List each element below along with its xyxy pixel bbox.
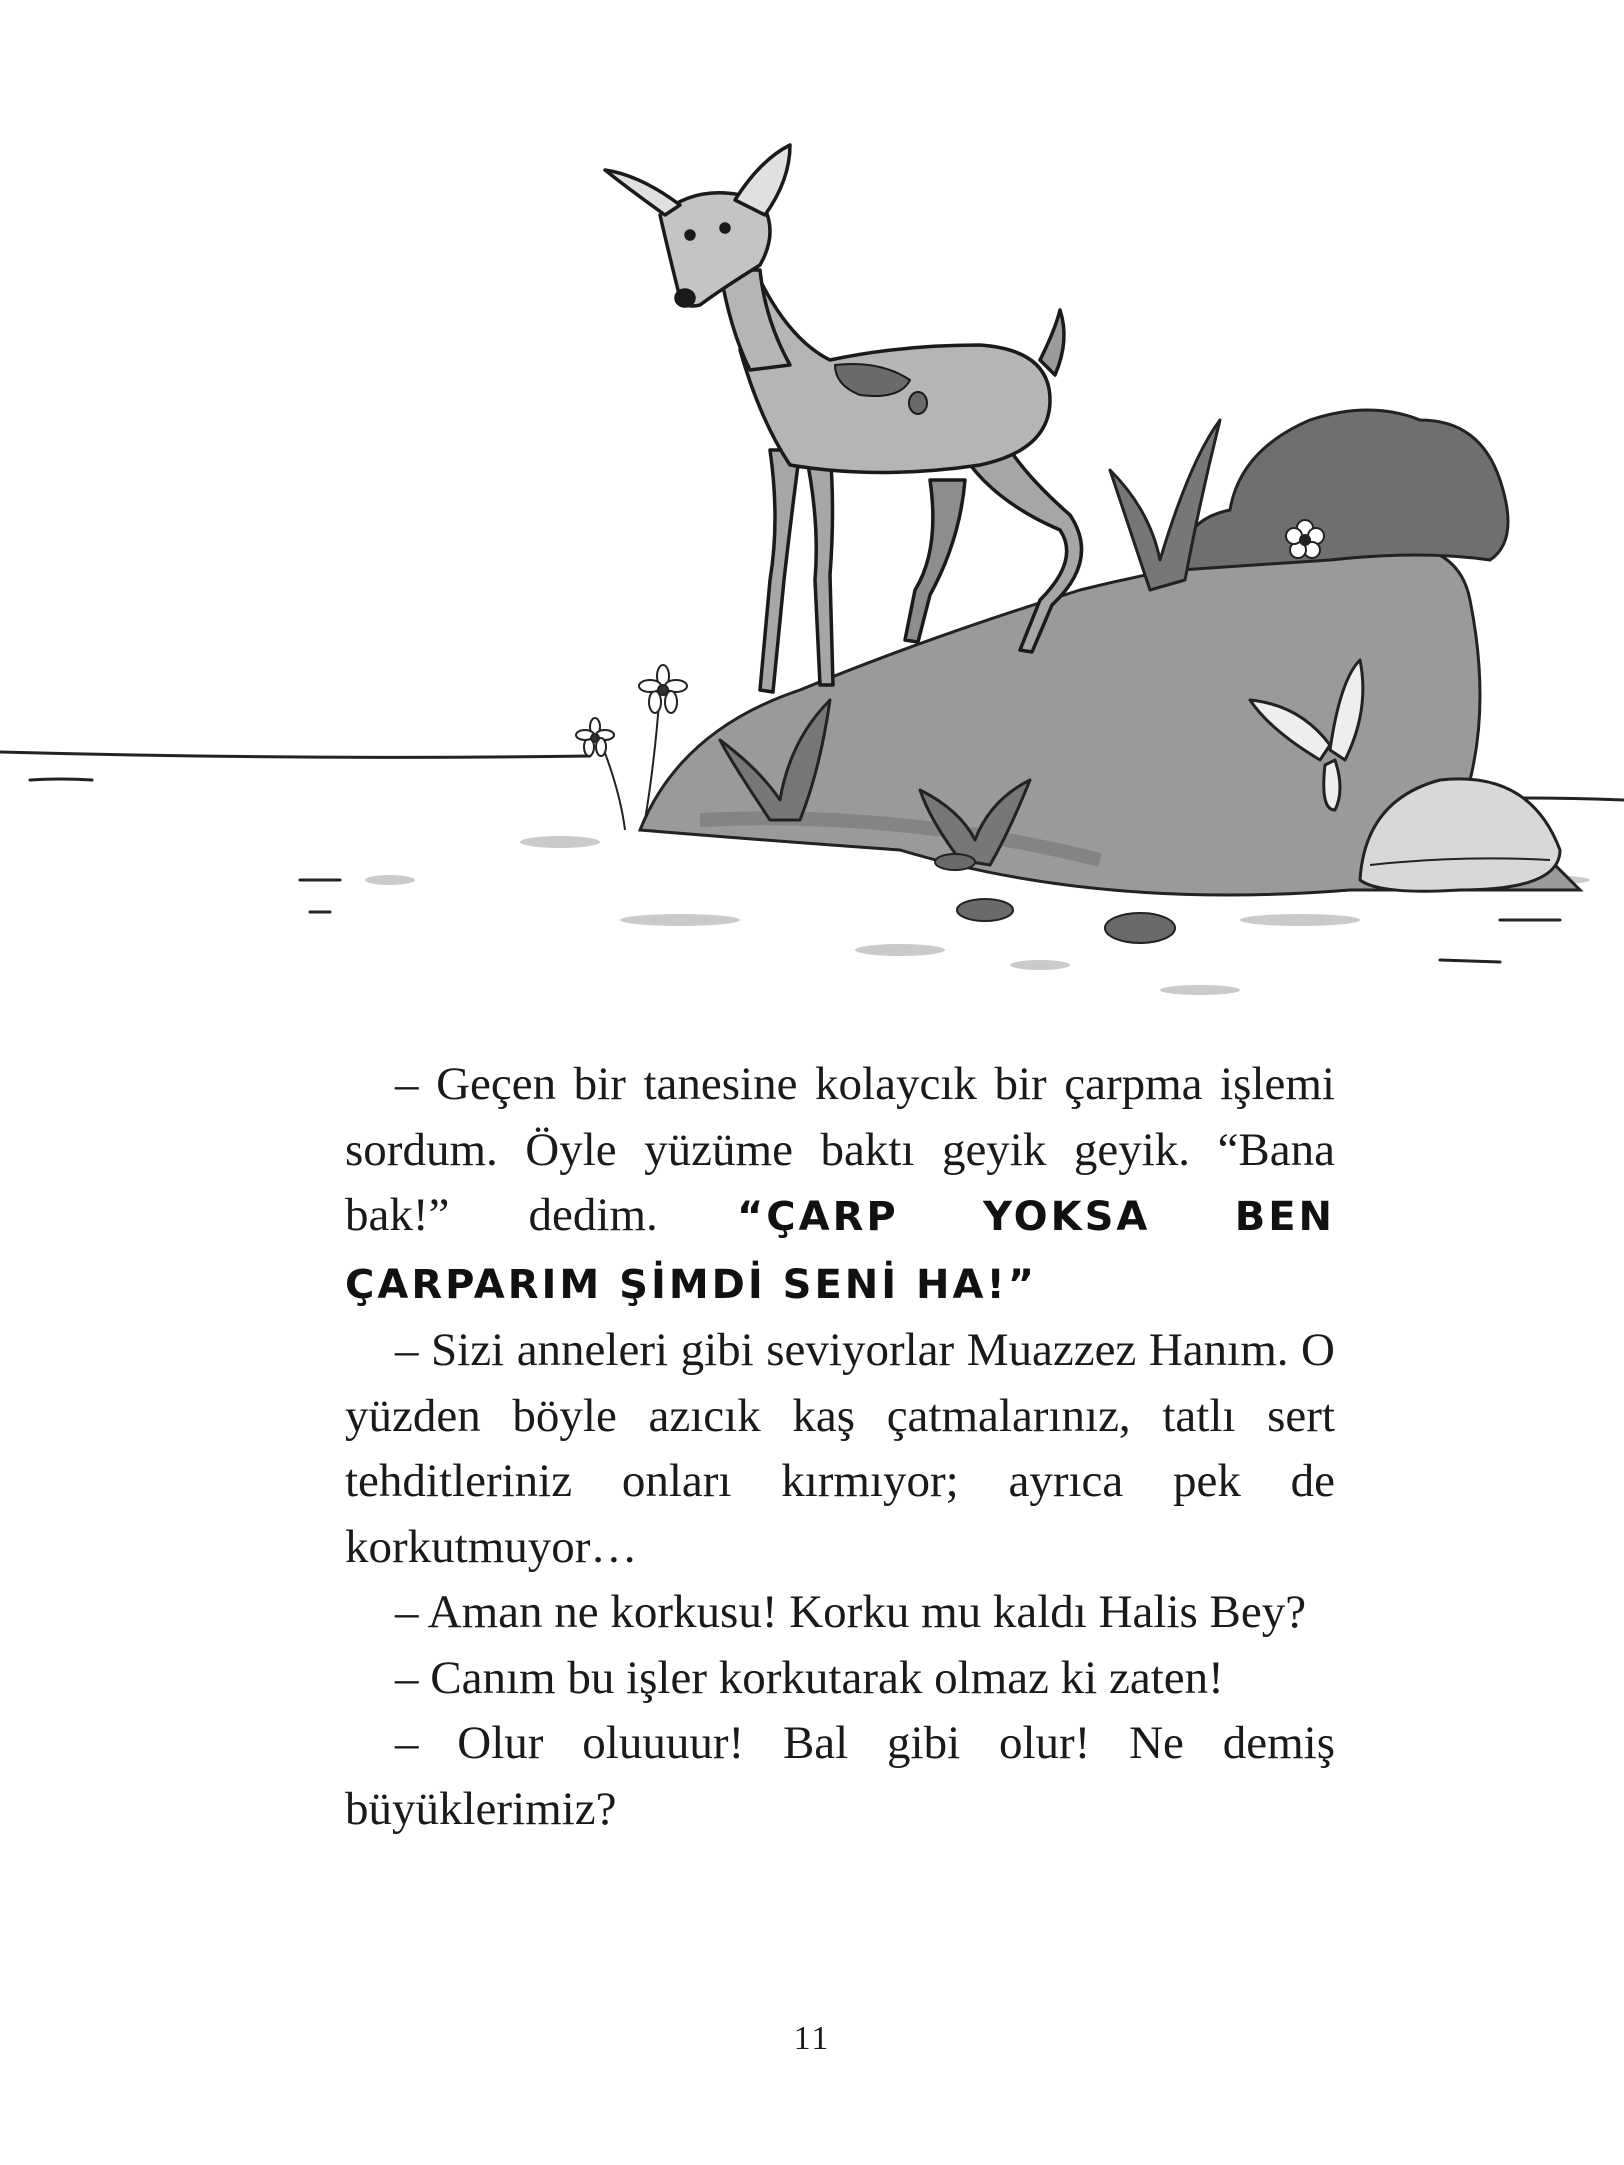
bush — [1180, 410, 1508, 570]
paragraph-2: – Sizi anneleri gibi seviyorlar Muazzez Hanım. O yüzden böyle azıcık kaş çatmalarınız, tatlı sert tehditleriniz onları kırmıyor; ayrıca pek de korkutmuyor… — [345, 1324, 1335, 1573]
deer-on-riverbank-illustration — [0, 120, 1624, 1000]
paragraph-1 — [345, 1052, 1335, 1318]
paragraph-5: – Olur oluuuur! Bal gibi olur! Ne demiş büyüklerimiz? — [345, 1717, 1335, 1835]
paragraph-3: – Aman ne korkusu! Korku mu kaldı Halis Bey? — [395, 1586, 1307, 1638]
deer — [605, 145, 1082, 692]
paragraph-4: – Canım bu işler korkutarak olmaz ki zaten! — [395, 1651, 1224, 1704]
shout-text: “ÇARP YOKSA BEN ÇARPARIM ŞİMDİ SENİ HA!” — [345, 1194, 1335, 1308]
story-text — [345, 1052, 1335, 1842]
page-number: 11 — [793, 2020, 831, 2057]
paragraph-1-text: – Geçen bir tanesine kolaycık bir çarpma işlemi sordum. Öyle yüzüme baktı geyik geyik. “Bana bak!” dedim. — [345, 1058, 1335, 1241]
